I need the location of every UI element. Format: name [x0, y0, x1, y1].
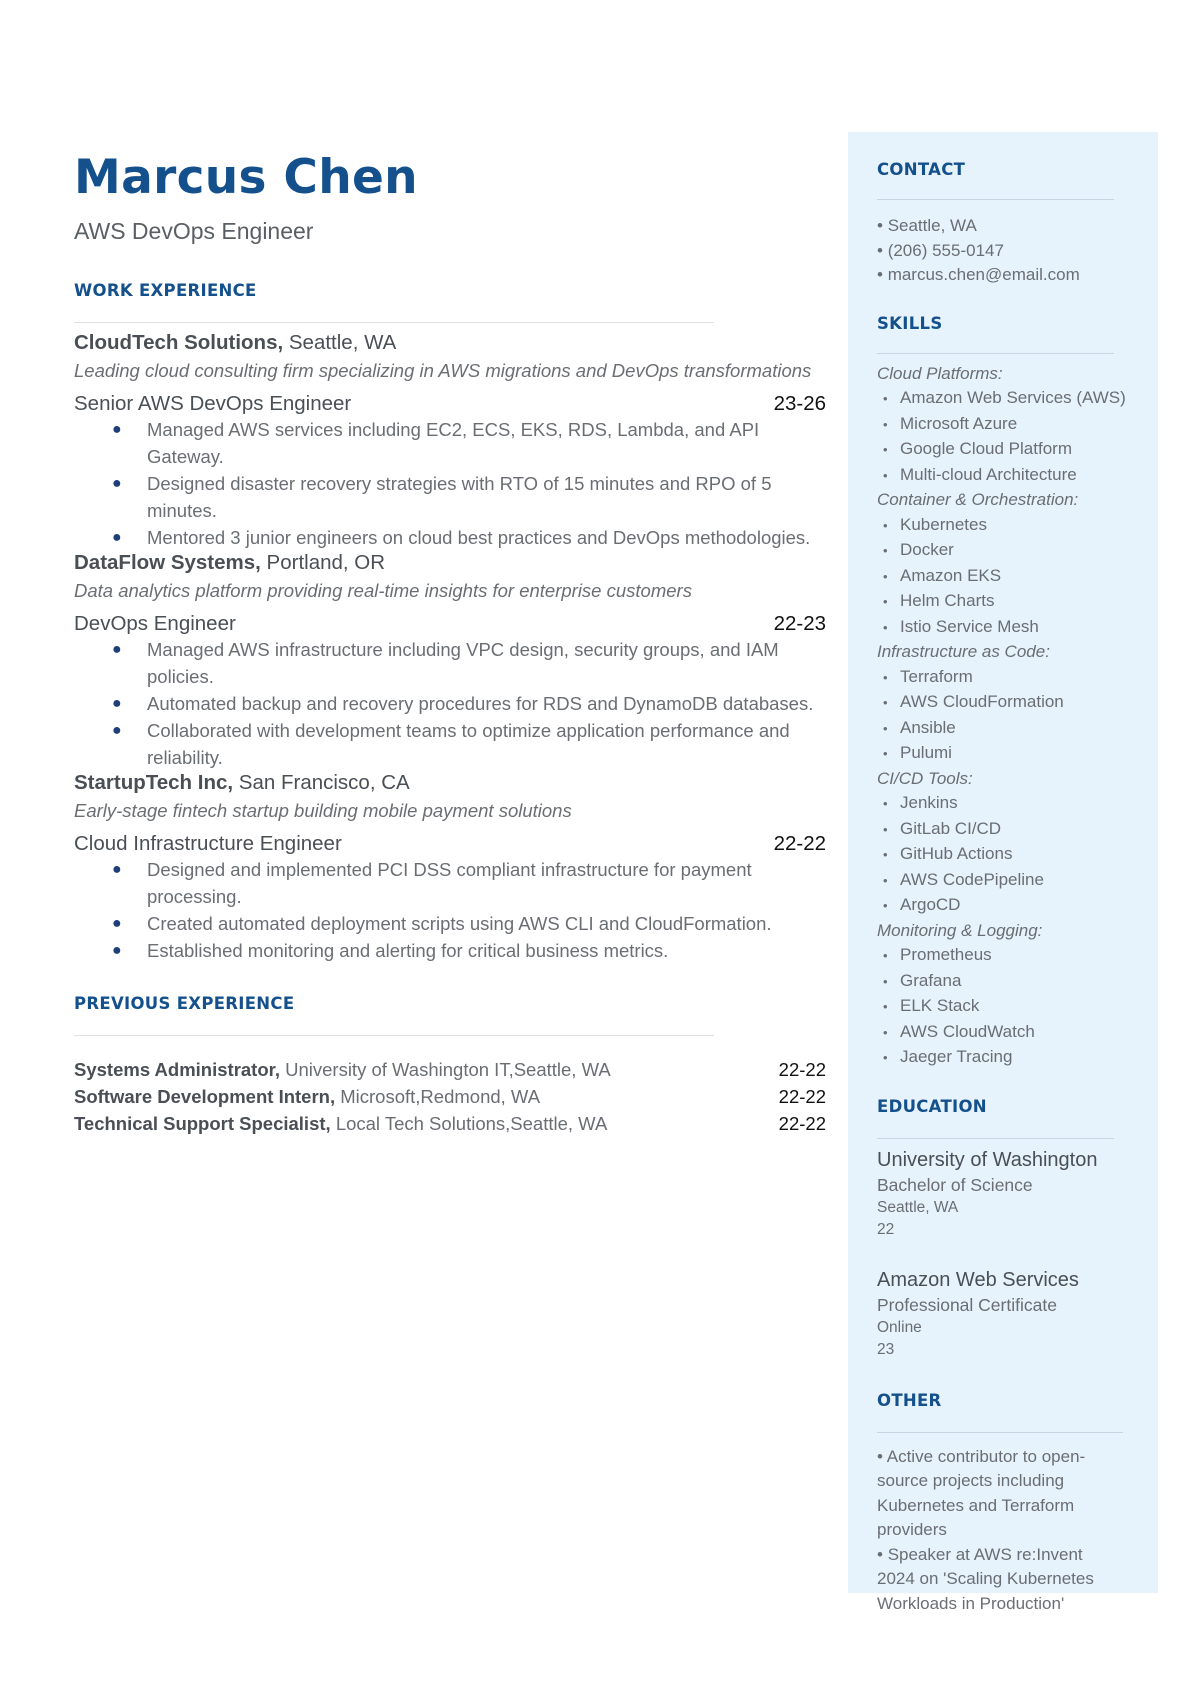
section-divider	[877, 1432, 1123, 1433]
skill-item: • Jenkins	[883, 793, 958, 812]
job-entry	[74, 331, 826, 551]
previous-role: Systems Administrator,	[74, 1058, 280, 1080]
skill-item: • Amazon Web Services (AWS)	[883, 388, 1126, 407]
education-year: 23	[877, 1340, 895, 1358]
list-item	[74, 690, 826, 717]
other-text: Speaker at AWS re:Invent 2024 on 'Scaling Kubernetes Workloads in Production'	[877, 1544, 1094, 1613]
education-degree: Professional Certificate	[877, 1294, 1057, 1315]
bullet-icon: ●	[112, 941, 122, 959]
job-bullets	[74, 416, 826, 551]
job-title-line	[74, 392, 826, 416]
job-title-line	[74, 832, 826, 856]
candidate-name: Marcus Chen	[74, 150, 418, 205]
skill-item: • ArgoCD	[883, 895, 961, 914]
company-name: StartupTech Inc,	[74, 770, 234, 794]
skill-item: • Amazon EKS	[883, 565, 1002, 585]
sidebar-content	[877, 132, 1139, 1616]
skill-category: Monitoring & Logging:	[877, 920, 1043, 940]
section-divider	[74, 1035, 714, 1036]
other-item: • Speaker at AWS re:Invent 2024 on 'Scaling Kubernetes Workloads in Production'	[877, 1544, 1094, 1613]
skill-item: • Ansible	[883, 717, 956, 737]
job-entry	[74, 551, 826, 771]
previous-org: Local Tech Solutions,Seattle, WA	[335, 1112, 608, 1134]
bullet-text: Managed AWS infrastructure including VPC design, security groups, and IAM policies.	[147, 638, 779, 687]
skill-text: AWS CloudFormation	[900, 692, 1064, 711]
bullet-icon: ●	[112, 528, 122, 546]
list-item	[74, 856, 826, 910]
skill-text: ArgoCD	[900, 895, 961, 914]
skill-item: • Grafana	[883, 970, 962, 990]
bullet-text: Designed and implemented PCI DSS compliant infrastructure for payment processing.	[147, 858, 752, 907]
skill-text: AWS CloudWatch	[900, 1021, 1035, 1041]
skill-text: Google Cloud Platform	[900, 439, 1072, 458]
contact-text: (206) 555-0147	[887, 240, 1004, 260]
bullet-icon: ●	[112, 474, 122, 492]
education-institution: Amazon Web Services	[877, 1268, 1079, 1291]
skills-heading: SKILLS	[877, 313, 943, 333]
skill-text: Helm Charts	[900, 591, 995, 610]
education-year: 22	[877, 1220, 895, 1238]
skill-category: Infrastructure as Code:	[877, 642, 1050, 661]
skill-item: • Multi-cloud Architecture	[883, 464, 1077, 484]
skill-text: Jenkins	[900, 793, 958, 812]
bullet-text: Automated backup and recovery procedures for RDS and DynamoDB databases.	[147, 692, 814, 714]
section-divider	[74, 322, 714, 323]
bullet-text: Mentored 3 junior engineers on cloud best practices and DevOps methodologies.	[147, 526, 811, 548]
previous-org: University of Washington IT,Seattle, WA	[285, 1058, 611, 1080]
bullet-text: Designed disaster recovery strategies with RTO of 15 minutes and RPO of 5 minutes.	[147, 472, 772, 521]
contact-email: • marcus.chen@email.com	[877, 265, 1080, 284]
previous-date: 22-22	[778, 1058, 826, 1080]
contact-heading: CONTACT	[877, 160, 966, 179]
skill-text: Prometheus	[900, 945, 992, 964]
skill-item: • AWS CodePipeline	[883, 869, 1044, 889]
education-degree: Bachelor of Science	[877, 1174, 1033, 1195]
education-entry	[877, 1267, 1139, 1361]
skill-item: • ELK Stack	[883, 996, 980, 1015]
skill-text: Amazon Web Services (AWS)	[900, 388, 1126, 407]
company-description: Data analytics platform providing real-time insights for enterprise customers	[74, 579, 692, 601]
bullet-icon: ●	[112, 420, 122, 438]
skill-item: • Pulumi	[883, 743, 952, 762]
skill-item: • Istio Service Mesh	[883, 616, 1039, 636]
other-text: Active contributor to open-source projects including Kubernetes and Terraform providers	[877, 1446, 1086, 1539]
skill-text: Terraform	[900, 666, 973, 686]
previous-role-row	[74, 1083, 826, 1110]
skill-text: Microsoft Azure	[900, 413, 1018, 433]
previous-experience-heading: PREVIOUS EXPERIENCE	[74, 993, 295, 1013]
skill-item: • Jaeger Tracing	[883, 1047, 1013, 1066]
other-item: • Active contributor to open-source projects including Kubernetes and Terraform providers	[877, 1446, 1086, 1539]
education-location: Online	[877, 1318, 922, 1336]
skill-text: GitHub Actions	[900, 844, 1013, 863]
section-divider	[877, 353, 1114, 354]
previous-date: 22-22	[778, 1112, 826, 1134]
section-divider	[877, 199, 1114, 200]
education-location: Seattle, WA	[877, 1198, 959, 1216]
skill-category: Cloud Platforms:	[877, 363, 1003, 383]
contact-text: marcus.chen@email.com	[887, 265, 1080, 284]
company-location: San Francisco, CA	[238, 770, 410, 794]
company-line	[74, 331, 826, 355]
list-item	[74, 636, 826, 690]
skill-item: • AWS CloudFormation	[883, 692, 1064, 711]
skill-text: Multi-cloud Architecture	[900, 464, 1077, 484]
company-name: DataFlow Systems,	[74, 550, 261, 574]
list-item	[74, 910, 826, 937]
skill-text: ELK Stack	[900, 996, 980, 1015]
main-column	[74, 152, 826, 1137]
skill-text: Kubernetes	[900, 514, 987, 534]
job-date: 22-23	[773, 611, 826, 635]
previous-date: 22-22	[778, 1085, 826, 1107]
skill-text: Amazon EKS	[900, 565, 1002, 585]
work-experience-heading: WORK EXPERIENCE	[74, 280, 257, 300]
job-entry	[74, 771, 826, 964]
skill-text: Jaeger Tracing	[900, 1047, 1013, 1066]
previous-role-row	[74, 1110, 826, 1137]
skill-category: CI/CD Tools:	[877, 768, 973, 788]
bullet-text: Managed AWS services including EC2, ECS, EKS, RDS, Lambda, and API Gateway.	[147, 418, 760, 467]
contact-phone: • (206) 555-0147	[877, 240, 1004, 260]
list-item	[74, 524, 826, 551]
job-date: 22-22	[773, 831, 826, 855]
education-entry	[877, 1147, 1139, 1241]
education-institution: University of Washington	[877, 1148, 1098, 1171]
bullet-icon: ●	[112, 694, 122, 712]
bullet-text: Collaborated with development teams to optimize application performance and reliability.	[147, 719, 790, 768]
skill-item: • GitHub Actions	[883, 844, 1013, 863]
company-line	[74, 771, 826, 795]
job-bullets	[74, 856, 826, 964]
company-description: Leading cloud consulting firm specializing in AWS migrations and DevOps transformations	[74, 359, 812, 381]
company-description: Early-stage fintech startup building mobile payment solutions	[74, 799, 572, 821]
job-title: Senior AWS DevOps Engineer	[74, 391, 352, 415]
sidebar	[848, 132, 1158, 1613]
job-date: 23-26	[773, 391, 826, 415]
skill-item: • Terraform	[883, 666, 973, 686]
education-heading: EDUCATION	[877, 1096, 987, 1116]
list-item	[74, 470, 826, 524]
bullet-text: Created automated deployment scripts using AWS CLI and CloudFormation.	[147, 912, 772, 934]
previous-role: Software Development Intern,	[74, 1085, 336, 1107]
company-name: CloudTech Solutions,	[74, 330, 284, 354]
previous-org: Microsoft,Redmond, WA	[340, 1085, 541, 1107]
skill-text: Istio Service Mesh	[900, 616, 1039, 636]
skill-item: • Helm Charts	[883, 591, 995, 610]
skill-item: • Google Cloud Platform	[883, 439, 1072, 458]
list-item	[74, 416, 826, 470]
bullet-icon: ●	[112, 860, 122, 878]
job-title: Cloud Infrastructure Engineer	[74, 831, 342, 855]
skill-text: GitLab CI/CD	[900, 818, 1002, 838]
skill-category: Container & Orchestration:	[877, 490, 1079, 509]
skill-item: • Prometheus	[883, 945, 992, 964]
company-location: Portland, OR	[266, 550, 386, 574]
skill-text: Grafana	[900, 970, 962, 990]
bullet-icon: ●	[112, 640, 122, 658]
job-bullets	[74, 636, 826, 771]
company-location: Seattle, WA	[288, 330, 397, 354]
skill-text: Pulumi	[900, 743, 952, 762]
previous-role: Technical Support Specialist,	[74, 1112, 331, 1134]
skill-item: • GitLab CI/CD	[883, 818, 1002, 838]
skill-text: AWS CodePipeline	[900, 869, 1044, 889]
job-title-line	[74, 612, 826, 636]
section-divider	[877, 1138, 1114, 1139]
bullet-icon: ●	[112, 914, 122, 932]
skill-text: Ansible	[900, 717, 956, 737]
bullet-text: Established monitoring and alerting for critical business metrics.	[147, 939, 669, 961]
contact-text: Seattle, WA	[887, 216, 977, 235]
skill-item: • Microsoft Azure	[883, 413, 1018, 433]
job-title: DevOps Engineer	[74, 611, 236, 635]
skill-item: • Kubernetes	[883, 514, 987, 534]
skill-text: Docker	[900, 540, 954, 559]
list-item	[74, 717, 826, 771]
company-line	[74, 551, 826, 575]
previous-role-row	[74, 1056, 826, 1083]
skill-item: • Docker	[883, 540, 954, 559]
bullet-icon: ●	[112, 721, 122, 739]
candidate-title: AWS DevOps Engineer	[74, 217, 314, 244]
list-item	[74, 937, 826, 964]
other-heading: OTHER	[877, 1390, 942, 1410]
skill-item: • AWS CloudWatch	[883, 1021, 1035, 1041]
contact-location: • Seattle, WA	[877, 216, 977, 235]
